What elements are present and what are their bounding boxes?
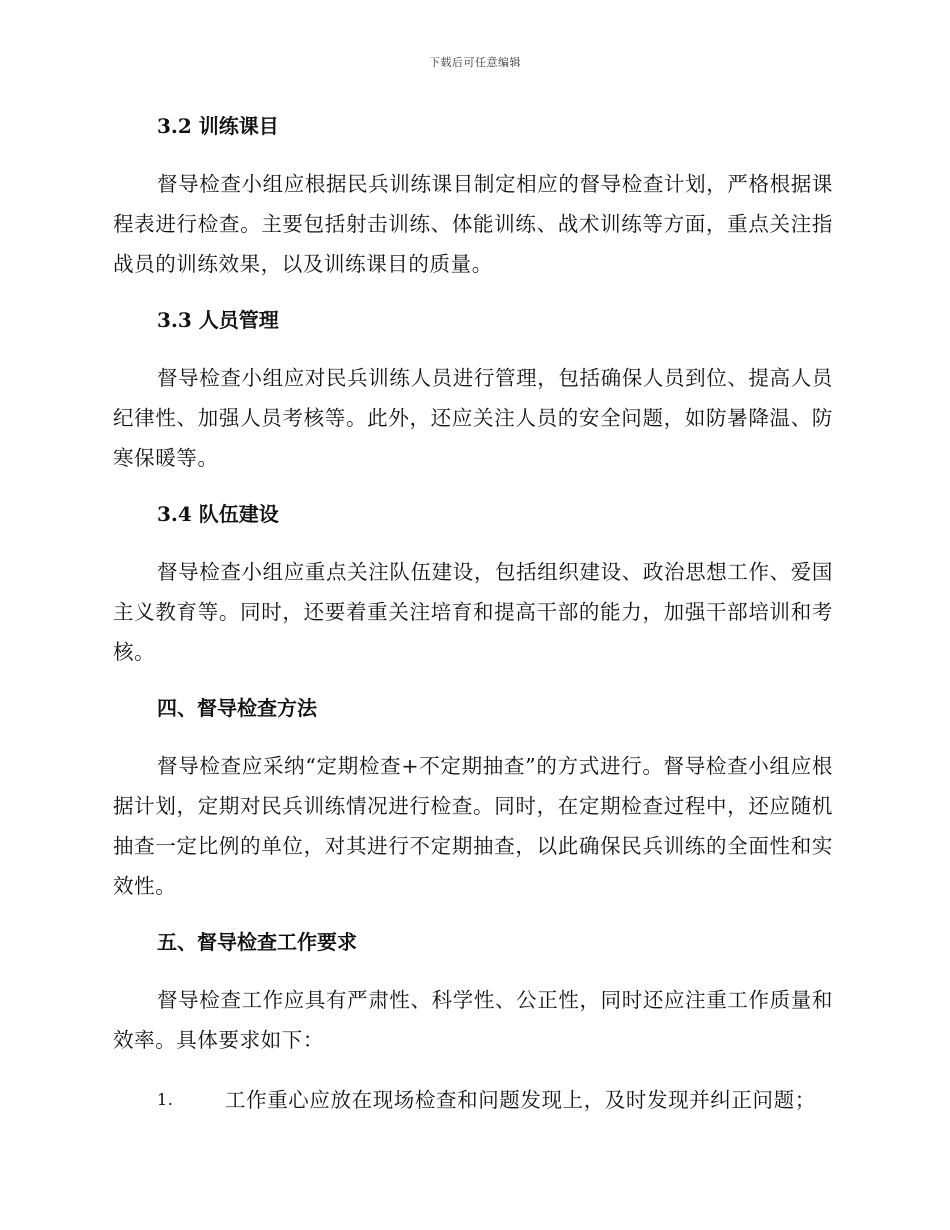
page-header: 下载后可任意编辑 (429, 56, 521, 69)
section-heading-4: 四、督导检查方法 (157, 696, 317, 720)
section-heading-5: 五、督导检查工作要求 (157, 930, 357, 954)
section-paragraph-3-2: 督导检查小组应根据民兵训练课目制定相应的督导检查计划，严格根据课程表进行检查。主要包括射击训练、体能训练、战术训练等方面，重点关注指战员的训练效果，以及训练课目的质量。 (113, 172, 833, 276)
section-paragraph-3-3: 督导检查小组应对民兵训练人员进行管理，包括确保人员到位、提高人员纪律性、加强人员考核等。此外，还应关注人员的安全问题，如防暑降温、防寒保暖等。 (113, 366, 833, 470)
section-heading-3-2: 3.2 训练课目 (157, 114, 279, 138)
list-item-number: 1. (157, 1090, 174, 1109)
list-item-text: 工作重心应放在现场检查和问题发现上，及时发现并纠正问题； (225, 1088, 816, 1112)
section-paragraph-3-4: 督导检查小组应重点关注队伍建设，包括组织建设、政治思想工作、爱国主义教育等。同时，还要着重关注培育和提高干部的能力，加强干部培训和考核。 (113, 560, 833, 664)
list-item (113, 1080, 833, 1120)
section-paragraph-4: 督导检查应采纳“定期检查+不定期抽查”的方式进行。督导检查小组应根据计划，定期对民兵训练情况进行检查。同时，在定期检查过程中，还应随机抽查一定比例的单位，对其进行不定期抽查，以此确保民兵训练的全面性和实效性。 (113, 754, 833, 898)
document-body (113, 110, 833, 1120)
section-heading-3-4: 3.4 队伍建设 (157, 502, 279, 526)
section-paragraph-5: 督导检查工作应具有严肃性、科学性、公正性，同时还应注重工作质量和效率。具体要求如下： (113, 988, 833, 1052)
section-heading-3-3: 3.3 人员管理 (157, 308, 279, 332)
